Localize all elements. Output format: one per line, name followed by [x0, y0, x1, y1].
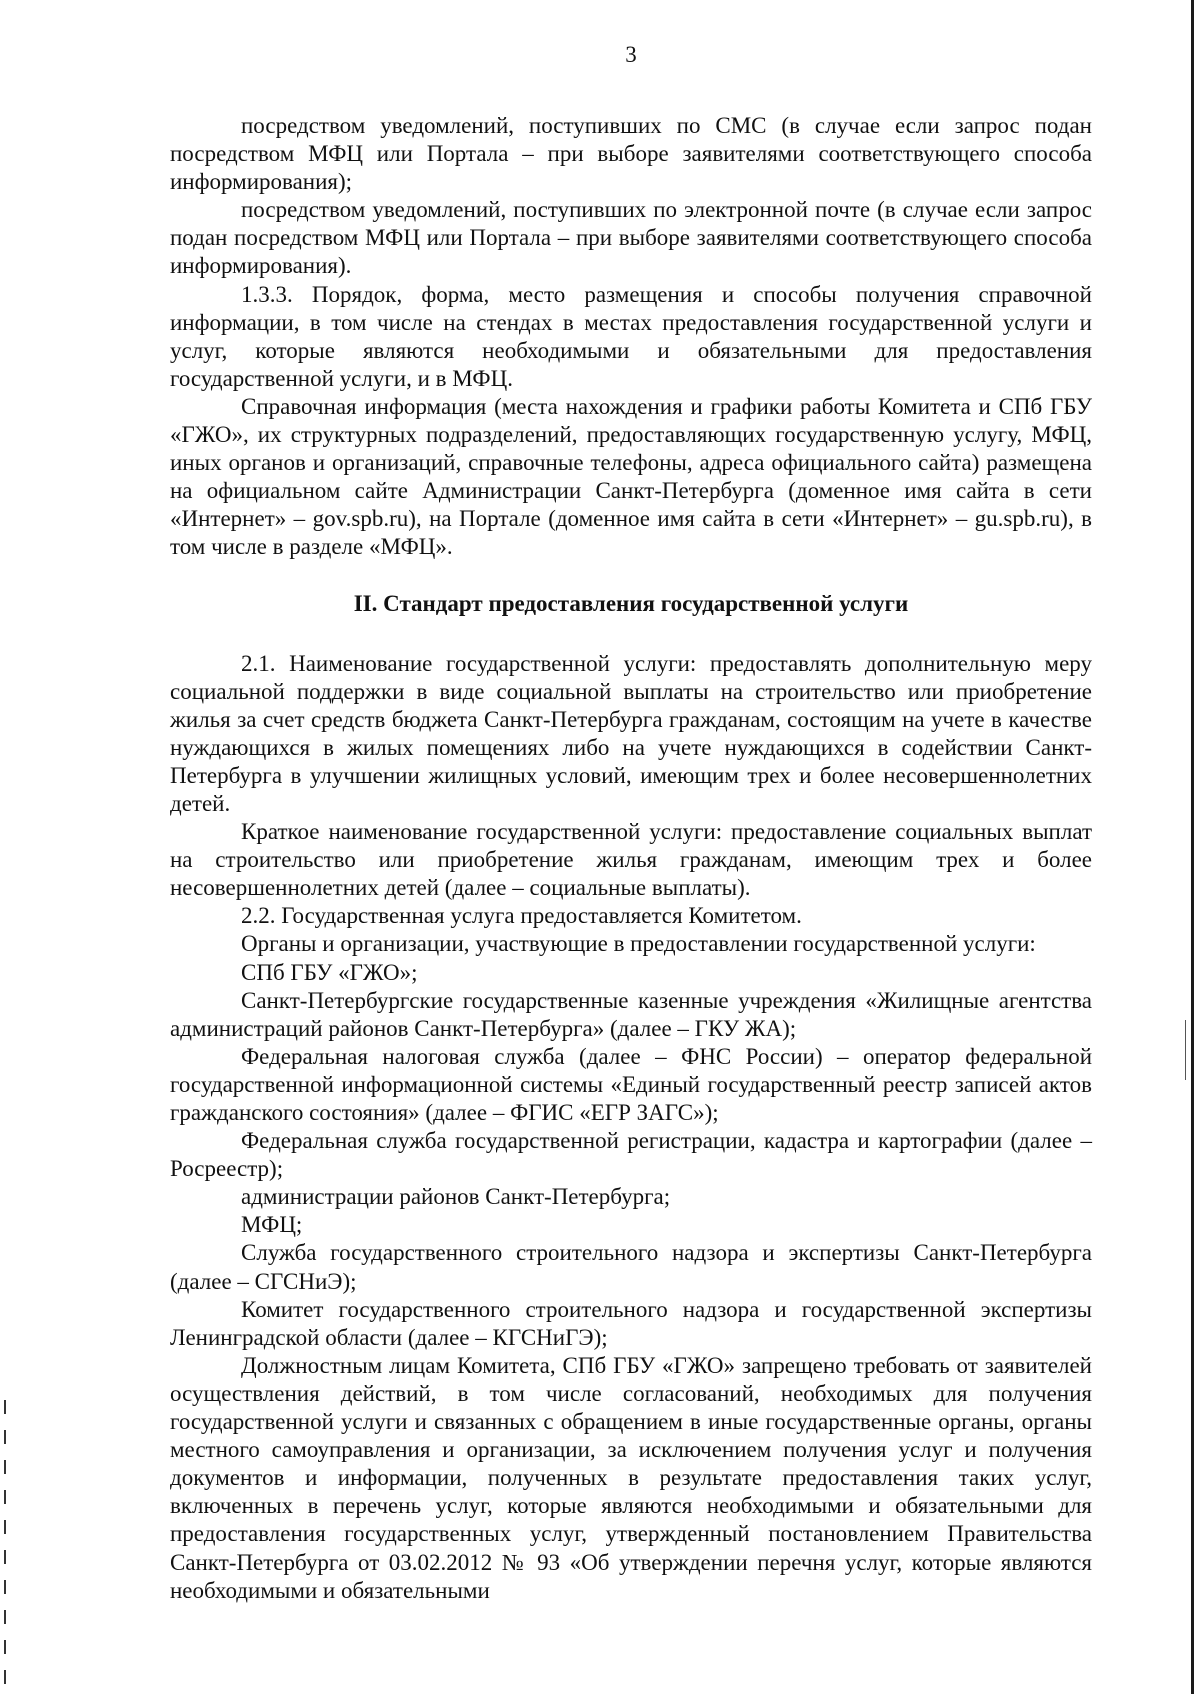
paragraph-prohibition: Должностным лицам Комитета, СПб ГБУ «ГЖО» запрещено требовать от заявителей осуществления действий, в том числе согласований, необходимых для получения государственной услуги и связанных с обращением в иные государственные органы, органы местного самоуправления и организации, за исключением получения услуг и получения документов и информации, полученных в результате предоставления таких услуг, включенных в перечень услуг, которые являются необходимыми и обязательными для предоставления государственных услуг, утвержденный постановлением Правительства Санкт-Петербурга от 03.02.2012 № 93 «Об утверждении перечня услуг, которые являются необходимыми и обязательными [170, 1352, 1092, 1603]
paragraph-2-2: 2.2. Государственная услуга предоставляется Комитетом. [241, 903, 802, 929]
scan-mark-right [1185, 1020, 1186, 1080]
document-body [170, 112, 1092, 1605]
paragraph-reference-info: Справочная информация (места нахождения и графики работы Комитета и СПб ГБУ «ГЖО», их структурных подразделений, предоставляющих государственную услугу, МФЦ, иных органов и организаций, справочные телефоны, адреса официального сайта) размещена на официальном сайте Администрации Санкт-Петербурга (доменное имя сайта в сети «Интернет» – gov.spb.ru), на Портале (доменное имя сайта в сети «Интернет» – gu.spb.ru), в том числе в разделе «МФЦ». [170, 393, 1092, 560]
scan-edge-left [4, 1400, 6, 1690]
paragraph-email-notifications: посредством уведомлений, поступивших по электронной почте (в случае если запрос подан посредством МФЦ или Портала – при выборе заявителями соответствующего способа информирования). [170, 197, 1092, 279]
list-item-sgsnie: Служба государственного строительного надзора и экспертизы Санкт-Петербурга (далее – СГСНиЭ); [170, 1240, 1092, 1294]
paragraph-participants: Органы и организации, участвующие в предоставлении государственной услуги: [241, 931, 1036, 957]
list-item-gzho: СПб ГБУ «ГЖО»; [241, 959, 418, 985]
paragraph-short-name: Краткое наименование государственной услуги: предоставление социальных выплат на строительство или приобретение жилья гражданам, имеющим трех и более несовершеннолетних детей (далее – социальные выплаты). [170, 819, 1092, 901]
list-item-district-administrations: администрации районов Санкт-Петербурга; [241, 1184, 671, 1210]
scan-edge-right [1191, 0, 1194, 1694]
list-item-fns: Федеральная налоговая служба (далее – ФНС России) – оператор федеральной государственной информационной системы «Единый государственный реестр записей актов гражданского состояния» (далее – ФГИС «ЕГР ЗАГС»); [170, 1043, 1092, 1125]
paragraph-1-3-3: 1.3.3. Порядок, форма, место размещения и способы получения справочной информации, в том числе на стендах в местах предоставления государственной услуги и услуг, которые являются необходимыми и обязательными для предоставления государственной услуги, и в МФЦ. [170, 281, 1092, 391]
list-item-kgsnige: Комитет государственного строительного надзора и государственной экспертизы Ленинградской области (далее – КГСНиГЭ); [170, 1296, 1092, 1350]
paragraph-2-1: 2.1. Наименование государственной услуги: предоставлять дополнительную меру социальной поддержки в виде социальной выплаты на строительство или приобретение жилья за счет средств бюджета Санкт-Петербурга гражданам, состоящим на учете в качестве нуждающихся в жилых помещениях либо на учете нуждающихся в содействии Санкт-Петербурга в улучшении жилищных условий, имеющим трех и более несовершеннолетних детей. [170, 650, 1092, 816]
list-item-gku-zha: Санкт-Петербургские государственные казенные учреждения «Жилищные агентства администраций районов Санкт-Петербурга» (далее – ГКУ ЖА); [170, 987, 1092, 1041]
page-number: 3 [625, 42, 637, 67]
list-item-rosreestr: Федеральная служба государственной регистрации, кадастра и картографии (далее – Росреестр); [170, 1128, 1092, 1182]
section-heading: II. Стандарт предоставления государственной услуги [353, 590, 909, 616]
list-item-mfc: МФЦ; [241, 1212, 303, 1238]
paragraph-sms-notifications: посредством уведомлений, поступивших по СМС (в случае если запрос подан посредством МФЦ или Портала – при выборе заявителями соответствующего способа информирования); [170, 113, 1092, 195]
